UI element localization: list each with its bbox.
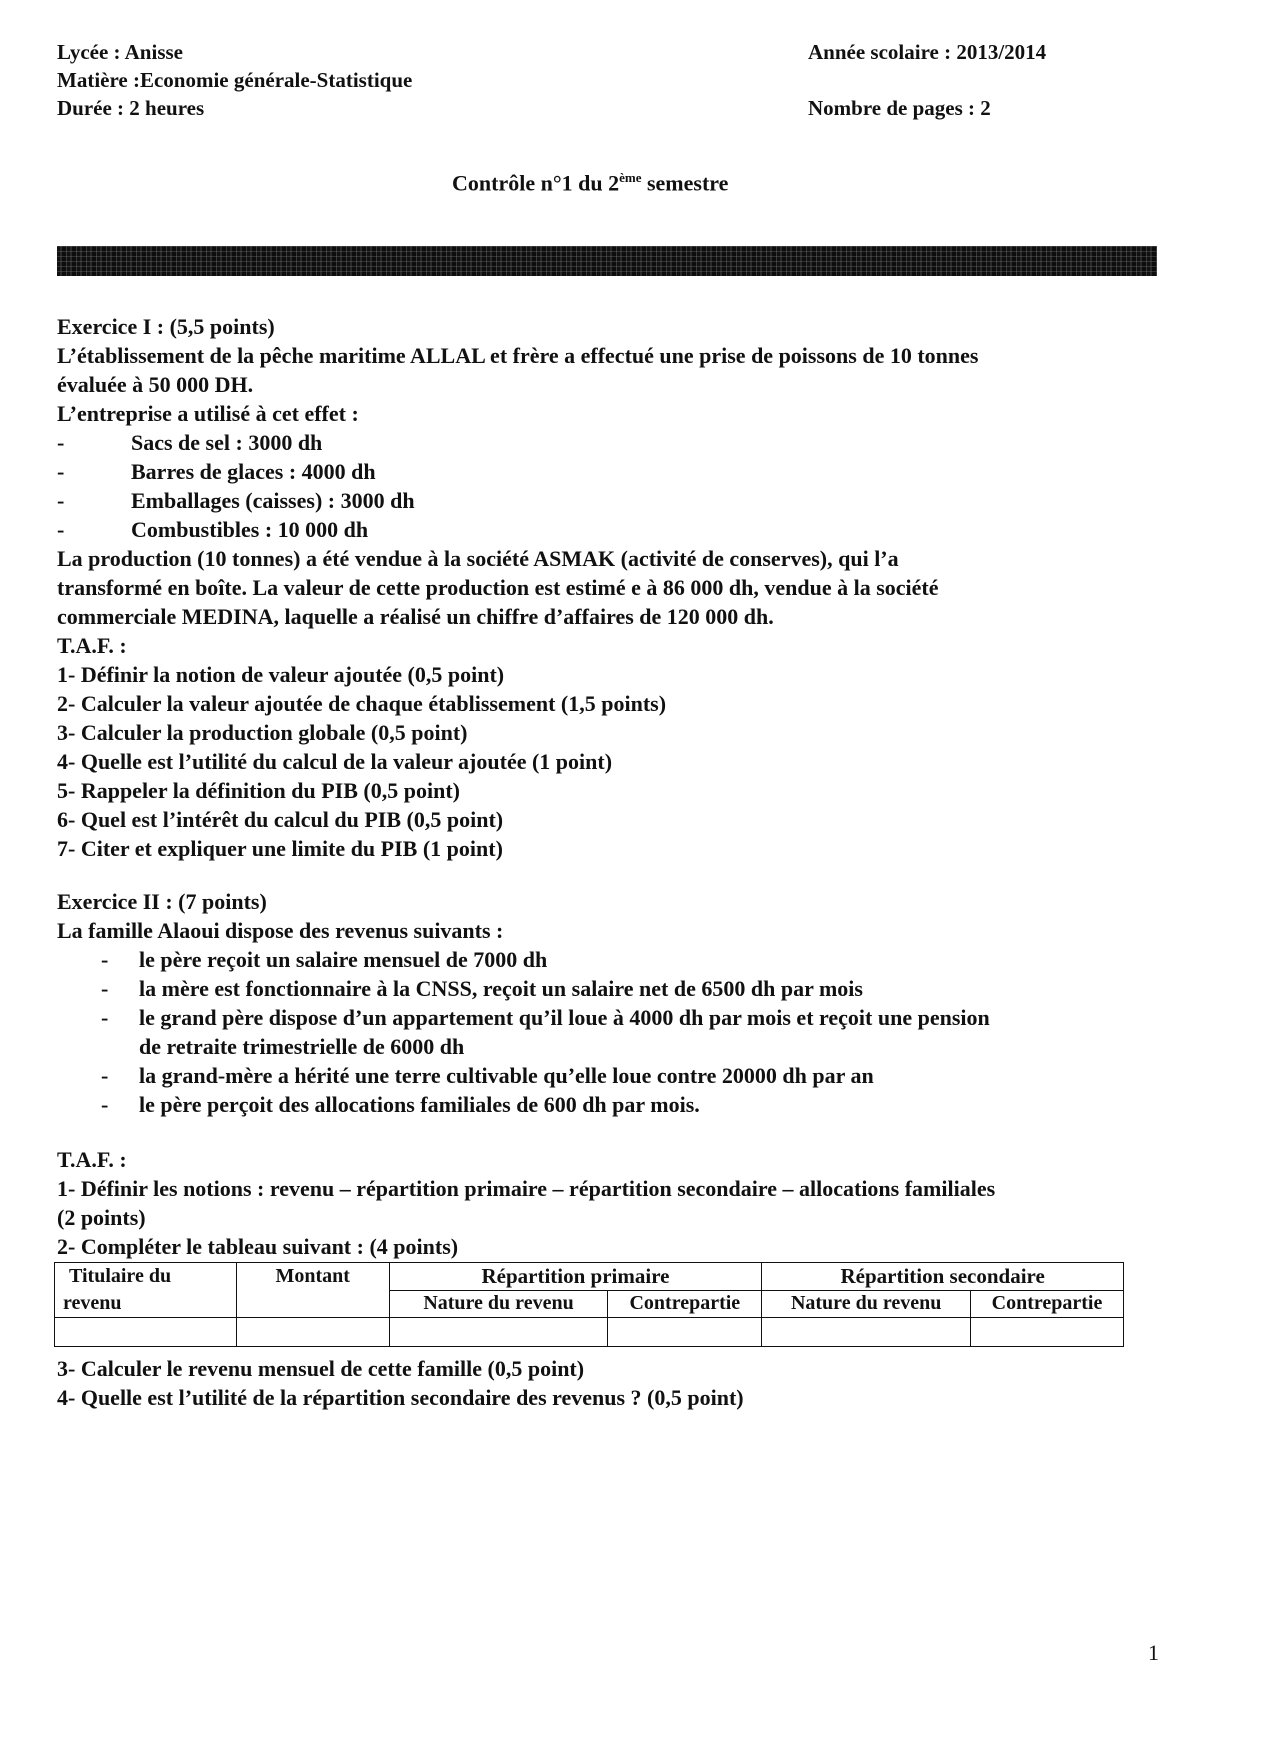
ex1-question: 6- Quel est l’intérêt du calcul du PIB (0,5 point) — [57, 807, 504, 832]
list-item: - Barres de glaces : 4000 dh — [57, 459, 376, 484]
exercise-2-tasks — [57, 1145, 1217, 1261]
header-left — [57, 38, 412, 122]
ex1-question: 2- Calculer la valeur ajoutée de chaque établissement (1,5 points) — [57, 691, 667, 716]
page-number: 1 — [1148, 1640, 1159, 1665]
title-suffix: semestre — [641, 170, 729, 196]
ex1-taf: T.A.F. : — [57, 633, 127, 658]
ex2-question-1: 1- Définir les notions : revenu – répartition primaire – répartition secondaire – allocations familiales — [57, 1176, 996, 1201]
revenue-table — [54, 1262, 1124, 1347]
header-right — [808, 38, 1046, 122]
ex2-taf: T.A.F. : — [57, 1147, 127, 1172]
ex1-heading: Exercice I : (5,5 points) — [57, 314, 275, 339]
dark-banner — [57, 246, 1157, 276]
ex2-intro: La famille Alaoui dispose des revenus suivants : — [57, 918, 504, 943]
subheader-counterpart-secondary: Contrepartie — [971, 1290, 1124, 1318]
exercise-2 — [57, 887, 1177, 1119]
header-amount: Montant — [236, 1263, 389, 1318]
list-item: - le grand père dispose d’un appartement qu’il loue à 4000 dh par mois et reçoit une pension de retraite trimestrielle de 6000 dh — [101, 1005, 990, 1059]
duration: Durée : 2 heures — [57, 96, 205, 120]
school-name: Lycée : Anisse — [57, 40, 183, 64]
exercise-1 — [57, 312, 1167, 863]
table-cell[interactable] — [971, 1318, 1124, 1347]
ex1-question: 1- Définir la notion de valeur ajoutée (0,5 point) — [57, 662, 505, 687]
page-count: Nombre de pages : 2 — [808, 96, 991, 120]
ex1-question: 4- Quelle est l’utilité du calcul de la valeur ajoutée (1 point) — [57, 749, 613, 774]
subheader-counterpart-primary: Contrepartie — [608, 1290, 762, 1318]
school-year: Année scolaire : 2013/2014 — [808, 40, 1047, 64]
ex2-question-2: 2- Compléter le tableau suivant : (4 points) — [57, 1234, 459, 1259]
header-primary: Répartition primaire — [389, 1263, 762, 1291]
ex2-question-1-cont: (2 points) — [57, 1205, 146, 1230]
list-item: - la grand-mère a hérité une terre cultivable qu’elle loue contre 20000 dh par an — [101, 1063, 874, 1088]
ex1-para-3: commerciale MEDINA, laquelle a réalisé un chiffre d’affaires de 120 000 dh. — [57, 604, 774, 629]
list-item: - Emballages (caisses) : 3000 dh — [57, 488, 415, 513]
list-item: - le père reçoit un salaire mensuel de 7000 dh — [101, 947, 548, 972]
ex1-para-1: La production (10 tonnes) a été vendue à la société ASMAK (activité de conserves), qui l’a — [57, 546, 899, 571]
header-holder: Titulaire du revenu — [55, 1263, 237, 1318]
table-cell[interactable] — [236, 1318, 389, 1347]
exercise-2-final — [57, 1354, 1217, 1412]
ex1-question: 5- Rappeler la définition du PIB (0,5 point) — [57, 778, 460, 803]
header-secondary: Répartition secondaire — [762, 1263, 1124, 1291]
ex1-intro-2: évaluée à 50 000 DH. — [57, 372, 254, 397]
title-sup: ème — [619, 170, 642, 185]
table-cell[interactable] — [608, 1318, 762, 1347]
ex1-question: 7- Citer et expliquer une limite du PIB (1 point) — [57, 836, 503, 861]
ex2-question-3: 3- Calculer le revenu mensuel de cette famille (0,5 point) — [57, 1356, 585, 1381]
ex2-question-4: 4- Quelle est l’utilité de la répartition secondaire des revenus ? (0,5 point) — [57, 1385, 744, 1410]
subject: Matière :Economie générale-Statistique — [57, 68, 413, 92]
ex1-intro-1: L’établissement de la pêche maritime ALLAL et frère a effectué une prise de poissons de 10 tonnes — [57, 343, 979, 368]
subheader-nature-primary: Nature du revenu — [389, 1290, 608, 1318]
list-item: - la mère est fonctionnaire à la CNSS, reçoit un salaire net de 6500 dh par mois — [101, 976, 863, 1001]
title-prefix: Contrôle n°1 du 2 — [452, 170, 620, 196]
subheader-nature-secondary: Nature du revenu — [762, 1290, 971, 1318]
table-row — [55, 1318, 1124, 1347]
list-item: - Sacs de sel : 3000 dh — [57, 430, 323, 455]
ex1-intro-3: L’entreprise a utilisé à cet effet : — [57, 401, 359, 426]
ex1-question: 3- Calculer la production globale (0,5 point) — [57, 720, 468, 745]
table-cell[interactable] — [389, 1318, 608, 1347]
ex2-heading: Exercice II : (7 points) — [57, 889, 267, 914]
table-cell[interactable] — [55, 1318, 237, 1347]
list-item: - Combustibles : 10 000 dh — [57, 517, 369, 542]
table-cell[interactable] — [762, 1318, 971, 1347]
ex1-para-2: transformé en boîte. La valeur de cette production est estimé e à 86 000 dh, vendue à la société — [57, 575, 939, 600]
page-title — [452, 170, 728, 196]
list-item: - le père perçoit des allocations familiales de 600 dh par mois. — [101, 1092, 700, 1117]
